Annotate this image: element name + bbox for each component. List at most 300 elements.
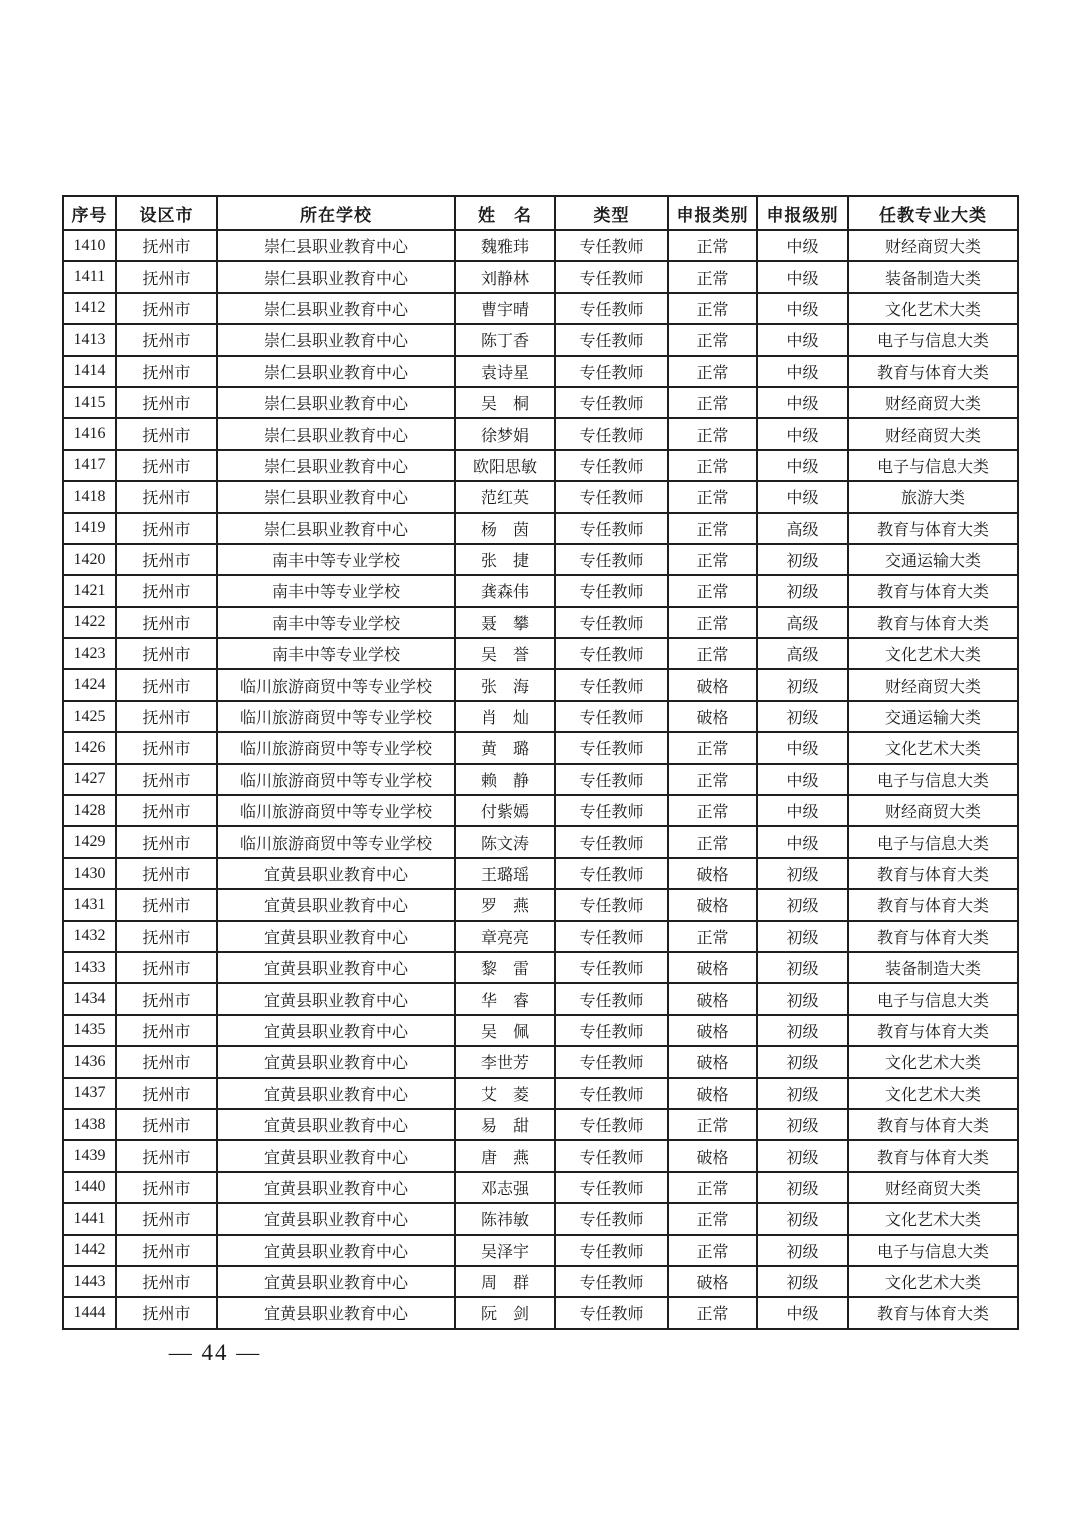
table-cell: 财经商贸大类 [848, 418, 1018, 449]
table-cell: 初级 [757, 1266, 848, 1297]
table-cell: 1413 [63, 324, 116, 355]
table-cell: 破格 [668, 1140, 757, 1171]
table-cell: 破格 [668, 1078, 757, 1109]
table-cell: 1426 [63, 732, 116, 763]
table-cell: 正常 [668, 732, 757, 763]
table-cell: 宜黄县职业教育中心 [217, 983, 455, 1014]
table-cell: 破格 [668, 952, 757, 983]
table-row [63, 261, 1018, 292]
table-cell: 中级 [757, 1297, 848, 1328]
table-row [63, 1266, 1018, 1297]
table-cell: 付紫嫣 [455, 795, 555, 826]
table-cell: 正常 [668, 826, 757, 857]
table-cell: 文化艺术大类 [848, 638, 1018, 669]
table-cell: 交通运输大类 [848, 544, 1018, 575]
table-cell: 1430 [63, 858, 116, 889]
table-cell: 文化艺术大类 [848, 732, 1018, 763]
table-cell: 阮 剑 [455, 1297, 555, 1328]
column-header-1: 设区市 [116, 196, 217, 230]
table-cell: 正常 [668, 544, 757, 575]
table-cell: 李世芳 [455, 1046, 555, 1077]
table-cell: 专任教师 [555, 921, 668, 952]
table-cell: 专任教师 [555, 575, 668, 606]
table-cell: 黄 璐 [455, 732, 555, 763]
table-cell: 1425 [63, 701, 116, 732]
table-cell: 宜黄县职业教育中心 [217, 1172, 455, 1203]
table-cell: 高级 [757, 513, 848, 544]
table-cell: 1415 [63, 387, 116, 418]
table-cell: 宜黄县职业教育中心 [217, 1078, 455, 1109]
column-header-6: 申报级别 [757, 196, 848, 230]
table-cell: 初级 [757, 701, 848, 732]
teachers-table [62, 195, 1019, 1330]
table-cell: 崇仁县职业教育中心 [217, 418, 455, 449]
table-cell: 欧阳思敏 [455, 450, 555, 481]
table-cell: 初级 [757, 575, 848, 606]
page-number: — 44 — [168, 1340, 262, 1365]
table-cell: 宜黄县职业教育中心 [217, 1046, 455, 1077]
table-cell: 正常 [668, 230, 757, 261]
table-cell: 抚州市 [116, 795, 217, 826]
table-cell: 1437 [63, 1078, 116, 1109]
table-cell: 崇仁县职业教育中心 [217, 356, 455, 387]
table-cell: 抚州市 [116, 1109, 217, 1140]
table-cell: 徐梦娟 [455, 418, 555, 449]
table-cell: 1433 [63, 952, 116, 983]
table-cell: 专任教师 [555, 450, 668, 481]
table-cell: 张 捷 [455, 544, 555, 575]
table-cell: 专任教师 [555, 764, 668, 795]
table-cell: 正常 [668, 293, 757, 324]
table-cell: 黎 雷 [455, 952, 555, 983]
table-cell: 专任教师 [555, 826, 668, 857]
table-cell: 专任教师 [555, 952, 668, 983]
table-row [63, 1235, 1018, 1266]
table-cell: 抚州市 [116, 575, 217, 606]
table-cell: 电子与信息大类 [848, 324, 1018, 355]
table-cell: 南丰中等专业学校 [217, 638, 455, 669]
table-cell: 邓志强 [455, 1172, 555, 1203]
table-cell: 破格 [668, 1046, 757, 1077]
table-cell: 初级 [757, 1046, 848, 1077]
table-cell: 专任教师 [555, 261, 668, 292]
table-cell: 抚州市 [116, 921, 217, 952]
table-row [63, 356, 1018, 387]
table-cell: 初级 [757, 1015, 848, 1046]
table-cell: 文化艺术大类 [848, 1046, 1018, 1077]
table-cell: 抚州市 [116, 356, 217, 387]
table-cell: 陈祎敏 [455, 1203, 555, 1234]
table-cell: 专任教师 [555, 1078, 668, 1109]
table-cell: 1411 [63, 261, 116, 292]
table-row [63, 1015, 1018, 1046]
table-cell: 陈丁香 [455, 324, 555, 355]
table-cell: 抚州市 [116, 1078, 217, 1109]
table-cell: 抚州市 [116, 732, 217, 763]
table-cell: 专任教师 [555, 418, 668, 449]
table-cell: 吴 桐 [455, 387, 555, 418]
table-cell: 1422 [63, 607, 116, 638]
table-cell: 抚州市 [116, 858, 217, 889]
table-cell: 1419 [63, 513, 116, 544]
table-cell: 南丰中等专业学校 [217, 575, 455, 606]
table-cell: 教育与体育大类 [848, 356, 1018, 387]
table-cell: 正常 [668, 1203, 757, 1234]
table-cell: 1428 [63, 795, 116, 826]
table-cell: 教育与体育大类 [848, 1297, 1018, 1328]
table-row [63, 858, 1018, 889]
table-row [63, 513, 1018, 544]
table-cell: 专任教师 [555, 607, 668, 638]
table-cell: 1441 [63, 1203, 116, 1234]
table-cell: 破格 [668, 669, 757, 700]
table-cell: 1443 [63, 1266, 116, 1297]
table-cell: 抚州市 [116, 826, 217, 857]
table-cell: 抚州市 [116, 607, 217, 638]
table-cell: 正常 [668, 1172, 757, 1203]
table-cell: 1416 [63, 418, 116, 449]
table-cell: 专任教师 [555, 387, 668, 418]
table-cell: 正常 [668, 418, 757, 449]
table-cell: 中级 [757, 795, 848, 826]
column-header-7: 任教专业大类 [848, 196, 1018, 230]
table-cell: 正常 [668, 513, 757, 544]
table-cell: 抚州市 [116, 952, 217, 983]
table-cell: 文化艺术大类 [848, 1078, 1018, 1109]
table-cell: 1421 [63, 575, 116, 606]
table-cell: 专任教师 [555, 481, 668, 512]
table-row [63, 481, 1018, 512]
table-cell: 专任教师 [555, 1203, 668, 1234]
table-cell: 宜黄县职业教育中心 [217, 952, 455, 983]
table-cell: 文化艺术大类 [848, 293, 1018, 324]
table-row [63, 607, 1018, 638]
table-row [63, 764, 1018, 795]
column-header-4: 类型 [555, 196, 668, 230]
table-cell: 抚州市 [116, 1046, 217, 1077]
table-cell: 1442 [63, 1235, 116, 1266]
table-cell: 教育与体育大类 [848, 1109, 1018, 1140]
table-row [63, 1078, 1018, 1109]
table-cell: 1410 [63, 230, 116, 261]
table-cell: 抚州市 [116, 1203, 217, 1234]
table-cell: 初级 [757, 1078, 848, 1109]
column-header-0: 序号 [63, 196, 116, 230]
table-cell: 曹宇晴 [455, 293, 555, 324]
table-cell: 抚州市 [116, 669, 217, 700]
table-cell: 章亮亮 [455, 921, 555, 952]
table-cell: 抚州市 [116, 889, 217, 920]
table-cell: 1420 [63, 544, 116, 575]
table-cell: 破格 [668, 858, 757, 889]
table-cell: 赖 静 [455, 764, 555, 795]
table-cell: 教育与体育大类 [848, 607, 1018, 638]
table-cell: 财经商贸大类 [848, 795, 1018, 826]
table-cell: 1432 [63, 921, 116, 952]
table-cell: 财经商贸大类 [848, 387, 1018, 418]
table-cell: 文化艺术大类 [848, 1266, 1018, 1297]
table-cell: 正常 [668, 921, 757, 952]
table-cell: 抚州市 [116, 1015, 217, 1046]
table-row [63, 293, 1018, 324]
table-cell: 1418 [63, 481, 116, 512]
table-cell: 宜黄县职业教育中心 [217, 1109, 455, 1140]
table-cell: 宜黄县职业教育中心 [217, 1266, 455, 1297]
table-cell: 专任教师 [555, 638, 668, 669]
table-cell: 教育与体育大类 [848, 575, 1018, 606]
table-cell: 破格 [668, 889, 757, 920]
column-header-3: 姓 名 [455, 196, 555, 230]
table-row [63, 1109, 1018, 1140]
table-cell: 抚州市 [116, 1140, 217, 1171]
table-cell: 范红英 [455, 481, 555, 512]
table-cell: 1429 [63, 826, 116, 857]
table-cell: 电子与信息大类 [848, 1235, 1018, 1266]
table-cell: 教育与体育大类 [848, 889, 1018, 920]
table-cell: 专任教师 [555, 1266, 668, 1297]
table-cell: 吴泽宇 [455, 1235, 555, 1266]
table-cell: 1434 [63, 983, 116, 1014]
table-cell: 临川旅游商贸中等专业学校 [217, 732, 455, 763]
table-cell: 1424 [63, 669, 116, 700]
table-cell: 临川旅游商贸中等专业学校 [217, 701, 455, 732]
table-cell: 张 海 [455, 669, 555, 700]
table-cell: 抚州市 [116, 418, 217, 449]
table-cell: 破格 [668, 701, 757, 732]
table-cell: 宜黄县职业教育中心 [217, 1203, 455, 1234]
table-cell: 正常 [668, 575, 757, 606]
table-cell: 宜黄县职业教育中心 [217, 921, 455, 952]
table-cell: 教育与体育大类 [848, 1015, 1018, 1046]
table-cell: 抚州市 [116, 261, 217, 292]
table-cell: 中级 [757, 481, 848, 512]
table-cell: 专任教师 [555, 1109, 668, 1140]
table-cell: 专任教师 [555, 732, 668, 763]
table-cell: 刘静林 [455, 261, 555, 292]
table-cell: 杨 茵 [455, 513, 555, 544]
table-cell: 初级 [757, 1140, 848, 1171]
table-cell: 宜黄县职业教育中心 [217, 858, 455, 889]
table-cell: 文化艺术大类 [848, 1203, 1018, 1234]
table-cell: 1412 [63, 293, 116, 324]
table-cell: 崇仁县职业教育中心 [217, 261, 455, 292]
table-cell: 装备制造大类 [848, 952, 1018, 983]
table-cell: 专任教师 [555, 1046, 668, 1077]
table-cell: 专任教师 [555, 669, 668, 700]
table-cell: 南丰中等专业学校 [217, 544, 455, 575]
table-cell: 中级 [757, 450, 848, 481]
table-row [63, 1297, 1018, 1328]
table-cell: 抚州市 [116, 1172, 217, 1203]
table-cell: 魏雅玮 [455, 230, 555, 261]
table-cell: 财经商贸大类 [848, 669, 1018, 700]
table-row [63, 732, 1018, 763]
table-cell: 专任教师 [555, 889, 668, 920]
table-cell: 聂 攀 [455, 607, 555, 638]
table-cell: 1435 [63, 1015, 116, 1046]
table-cell: 专任教师 [555, 544, 668, 575]
table-cell: 吴 佩 [455, 1015, 555, 1046]
table-cell: 1417 [63, 450, 116, 481]
table-cell: 初级 [757, 1172, 848, 1203]
table-row [63, 669, 1018, 700]
table-cell: 抚州市 [116, 324, 217, 355]
table-cell: 专任教师 [555, 324, 668, 355]
table-cell: 临川旅游商贸中等专业学校 [217, 795, 455, 826]
table-cell: 抚州市 [116, 764, 217, 795]
table-cell: 正常 [668, 387, 757, 418]
table-cell: 正常 [668, 324, 757, 355]
table-cell: 初级 [757, 952, 848, 983]
table-cell: 初级 [757, 889, 848, 920]
table-row [63, 952, 1018, 983]
table-cell: 1440 [63, 1172, 116, 1203]
table-body [63, 230, 1018, 1329]
table-cell: 教育与体育大类 [848, 858, 1018, 889]
table-cell: 抚州市 [116, 293, 217, 324]
table-cell: 1444 [63, 1297, 116, 1328]
table-cell: 罗 燕 [455, 889, 555, 920]
table-cell: 南丰中等专业学校 [217, 607, 455, 638]
table-cell: 专任教师 [555, 513, 668, 544]
table-cell: 中级 [757, 230, 848, 261]
table-cell: 1423 [63, 638, 116, 669]
table-cell: 1439 [63, 1140, 116, 1171]
table-cell: 崇仁县职业教育中心 [217, 450, 455, 481]
table-row [63, 921, 1018, 952]
table-cell: 唐 燕 [455, 1140, 555, 1171]
table-cell: 专任教师 [555, 1235, 668, 1266]
table-cell: 专任教师 [555, 701, 668, 732]
column-header-2: 所在学校 [217, 196, 455, 230]
table-row [63, 450, 1018, 481]
table-row [63, 324, 1018, 355]
table-cell: 1438 [63, 1109, 116, 1140]
table-cell: 中级 [757, 324, 848, 355]
table-row [63, 701, 1018, 732]
table-row [63, 983, 1018, 1014]
table-cell: 电子与信息大类 [848, 826, 1018, 857]
table-cell: 专任教师 [555, 983, 668, 1014]
table-cell: 中级 [757, 826, 848, 857]
table-cell: 旅游大类 [848, 481, 1018, 512]
table-cell: 专任教师 [555, 858, 668, 889]
table-cell: 正常 [668, 261, 757, 292]
table-cell: 专任教师 [555, 1015, 668, 1046]
table-cell: 崇仁县职业教育中心 [217, 513, 455, 544]
table-cell: 抚州市 [116, 230, 217, 261]
table-cell: 正常 [668, 607, 757, 638]
table-cell: 正常 [668, 764, 757, 795]
table-cell: 1431 [63, 889, 116, 920]
table-cell: 专任教师 [555, 795, 668, 826]
table-cell: 中级 [757, 261, 848, 292]
table-cell: 抚州市 [116, 1297, 217, 1328]
table-cell: 初级 [757, 1235, 848, 1266]
table-cell: 专任教师 [555, 356, 668, 387]
table-cell: 财经商贸大类 [848, 230, 1018, 261]
table-cell: 肖 灿 [455, 701, 555, 732]
table-row [63, 575, 1018, 606]
table-cell: 初级 [757, 921, 848, 952]
table-cell: 中级 [757, 356, 848, 387]
table-cell: 龚森伟 [455, 575, 555, 606]
table-cell: 艾 菱 [455, 1078, 555, 1109]
table-cell: 教育与体育大类 [848, 513, 1018, 544]
table-cell: 抚州市 [116, 513, 217, 544]
table-row [63, 1172, 1018, 1203]
table-row [63, 638, 1018, 669]
table-cell: 陈文涛 [455, 826, 555, 857]
table-cell: 易 甜 [455, 1109, 555, 1140]
table-cell: 华 睿 [455, 983, 555, 1014]
table-cell: 周 群 [455, 1266, 555, 1297]
table-cell: 电子与信息大类 [848, 764, 1018, 795]
table-cell: 抚州市 [116, 544, 217, 575]
table-cell: 抚州市 [116, 638, 217, 669]
table-row [63, 795, 1018, 826]
table-cell: 抚州市 [116, 387, 217, 418]
table-cell: 正常 [668, 1235, 757, 1266]
table-cell: 破格 [668, 1015, 757, 1046]
table-cell: 初级 [757, 983, 848, 1014]
table-cell: 正常 [668, 638, 757, 669]
table-cell: 中级 [757, 764, 848, 795]
table-cell: 抚州市 [116, 1266, 217, 1297]
table-cell: 崇仁县职业教育中心 [217, 387, 455, 418]
table-row [63, 1203, 1018, 1234]
table-cell: 中级 [757, 293, 848, 324]
table-cell: 专任教师 [555, 230, 668, 261]
table-cell: 正常 [668, 356, 757, 387]
table-cell: 高级 [757, 638, 848, 669]
table-row [63, 1046, 1018, 1077]
table-cell: 吴 誉 [455, 638, 555, 669]
table-row [63, 544, 1018, 575]
column-header-5: 申报类别 [668, 196, 757, 230]
table-row [63, 826, 1018, 857]
table-cell: 抚州市 [116, 450, 217, 481]
table-cell: 宜黄县职业教育中心 [217, 1015, 455, 1046]
table-cell: 王璐瑶 [455, 858, 555, 889]
table-cell: 正常 [668, 450, 757, 481]
table-cell: 宜黄县职业教育中心 [217, 1235, 455, 1266]
table-cell: 抚州市 [116, 1235, 217, 1266]
table-cell: 抚州市 [116, 701, 217, 732]
table-cell: 1436 [63, 1046, 116, 1077]
table-cell: 专任教师 [555, 1172, 668, 1203]
table-row [63, 418, 1018, 449]
table-cell: 正常 [668, 1109, 757, 1140]
table-cell: 临川旅游商贸中等专业学校 [217, 764, 455, 795]
table-cell: 中级 [757, 418, 848, 449]
table-header-row [63, 196, 1018, 230]
table-cell: 交通运输大类 [848, 701, 1018, 732]
table-row [63, 230, 1018, 261]
table-cell: 财经商贸大类 [848, 1172, 1018, 1203]
table-cell: 宜黄县职业教育中心 [217, 1140, 455, 1171]
table-row [63, 1140, 1018, 1171]
table-cell: 装备制造大类 [848, 261, 1018, 292]
table-cell: 电子与信息大类 [848, 983, 1018, 1014]
table-cell: 教育与体育大类 [848, 921, 1018, 952]
table-cell: 初级 [757, 669, 848, 700]
table-cell: 1414 [63, 356, 116, 387]
table-cell: 宜黄县职业教育中心 [217, 889, 455, 920]
table-cell: 抚州市 [116, 983, 217, 1014]
table-cell: 袁诗星 [455, 356, 555, 387]
table-cell: 高级 [757, 607, 848, 638]
